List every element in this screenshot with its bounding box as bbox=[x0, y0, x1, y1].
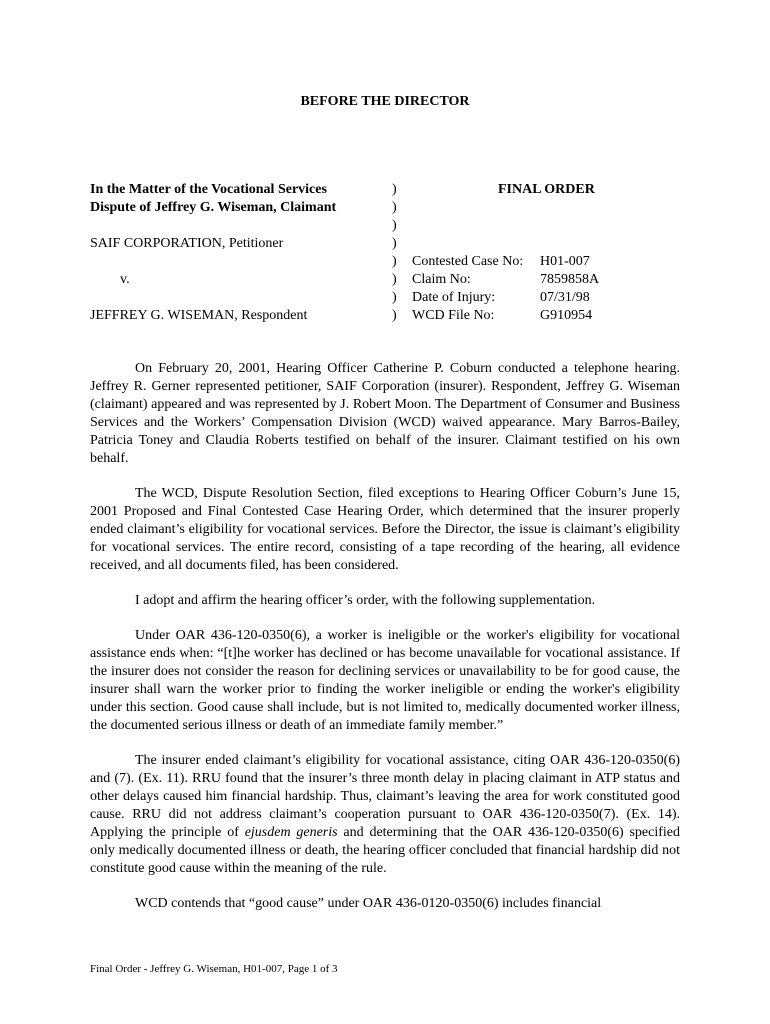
paren: ) bbox=[392, 308, 397, 323]
paren: ) bbox=[392, 218, 397, 233]
body-paragraph bbox=[90, 752, 680, 877]
case-info-value: 07/31/98 bbox=[540, 290, 590, 305]
paren: ) bbox=[392, 254, 397, 269]
body-paragraph: WCD contends that “good cause” under OAR 436-0120-0350(6) includes financial bbox=[135, 896, 602, 912]
matter-line-1: In the Matter of the Vocational Services bbox=[90, 182, 327, 197]
case-info-value: 7859858A bbox=[540, 272, 600, 287]
case-info-label: Contested Case No: bbox=[412, 254, 524, 269]
paren: ) bbox=[392, 200, 397, 215]
paren: ) bbox=[392, 290, 397, 305]
paren: ) bbox=[392, 236, 397, 251]
matter-line-2: Dispute of Jeffrey G. Wiseman, Claimant bbox=[90, 200, 337, 215]
paragraph-text: The insurer ended claimant’s eligibility for vocational assistance, citing OAR 436-120-0350(6) and (7). (Ex. 11). RRU found that the insurer’s three month delay in placing claimant in ATP status and other delays caused him financial hardship. Thus, claimant’s leaving the area for work constituted good cause. RRU did not address claimant’s cooperation pursuant to OAR 436-120-0350(7). (Ex. 14). Applying the principle of bbox=[90, 753, 680, 840]
case-info-label: Date of Injury: bbox=[412, 290, 496, 305]
body-paragraph: Under OAR 436-120-0350(6), a worker is ineligible or the worker's eligibility for vocational assistance ends when: “[t]he worker has declined or has become unavailable for vocational assistance. If the insurer does not consider the reason for declining services or unavailability to be for good cause, the insurer shall warn the worker prior to finding the worker ineligible or ending the worker's eligibility under this section. Good cause shall include, but is not limited to, medically documented worker illness, the documented serious illness or death of an immediate family member.” bbox=[90, 628, 680, 733]
order-body bbox=[90, 360, 680, 931]
final-order-heading: FINAL ORDER bbox=[498, 182, 595, 197]
document-title: BEFORE THE DIRECTOR bbox=[300, 94, 470, 109]
versus-text: v. bbox=[120, 272, 130, 287]
case-info-value: G910954 bbox=[540, 308, 593, 323]
case-caption bbox=[90, 182, 770, 332]
paren: ) bbox=[392, 182, 397, 197]
body-paragraph: The WCD, Dispute Resolution Section, filed exceptions to Hearing Officer Coburn’s June 15, 2001 Proposed and Final Contested Case Hearing Order, which determined that the insurer properly ended claimant’s eligibility for vocational services. Before the Director, the issue is claimant’s eligibility for vocational services. The entire record, consisting of a tape recording of the hearing, all evidence received, and all documents filed, has been considered. bbox=[90, 485, 680, 573]
paren: ) bbox=[392, 272, 397, 287]
petitioner-name: SAIF CORPORATION, Petitioner bbox=[90, 236, 284, 251]
case-info-label: Claim No: bbox=[412, 272, 471, 287]
body-paragraph: On February 20, 2001, Hearing Officer Catherine P. Coburn conducted a telephone hearing. Jeffrey R. Gerner represented petitioner, SAIF Corporation (insurer). Respondent, Jeffrey G. Wiseman (claimant) appeared and was represented by J. Robert Moon. The Department of Consumer and Business Services and the Workers’ Compensation Division (WCD) waived appearance. Mary Barros-Bailey, Patricia Toney and Claudia Roberts testified on behalf of the insurer. Claimant testified on his own behalf. bbox=[90, 361, 680, 466]
page-footer: Final Order - Jeffrey G. Wiseman, H01-007, Page 1 of 3 bbox=[90, 963, 338, 975]
case-info-value: H01-007 bbox=[540, 254, 590, 269]
respondent-name: JEFFREY G. WISEMAN, Respondent bbox=[90, 308, 308, 323]
latin-term: ejusdem generis bbox=[244, 824, 338, 840]
case-info-label: WCD File No: bbox=[412, 308, 495, 323]
paragraph-text: and determining that the OAR 436-120-0350(6) specified only medically documented illness or death, the hearing officer concluded that financial hardship did not constitute good cause within the meaning of the rule. bbox=[90, 824, 680, 876]
body-paragraph: I adopt and affirm the hearing officer’s order, with the following supplementation. bbox=[135, 592, 596, 608]
